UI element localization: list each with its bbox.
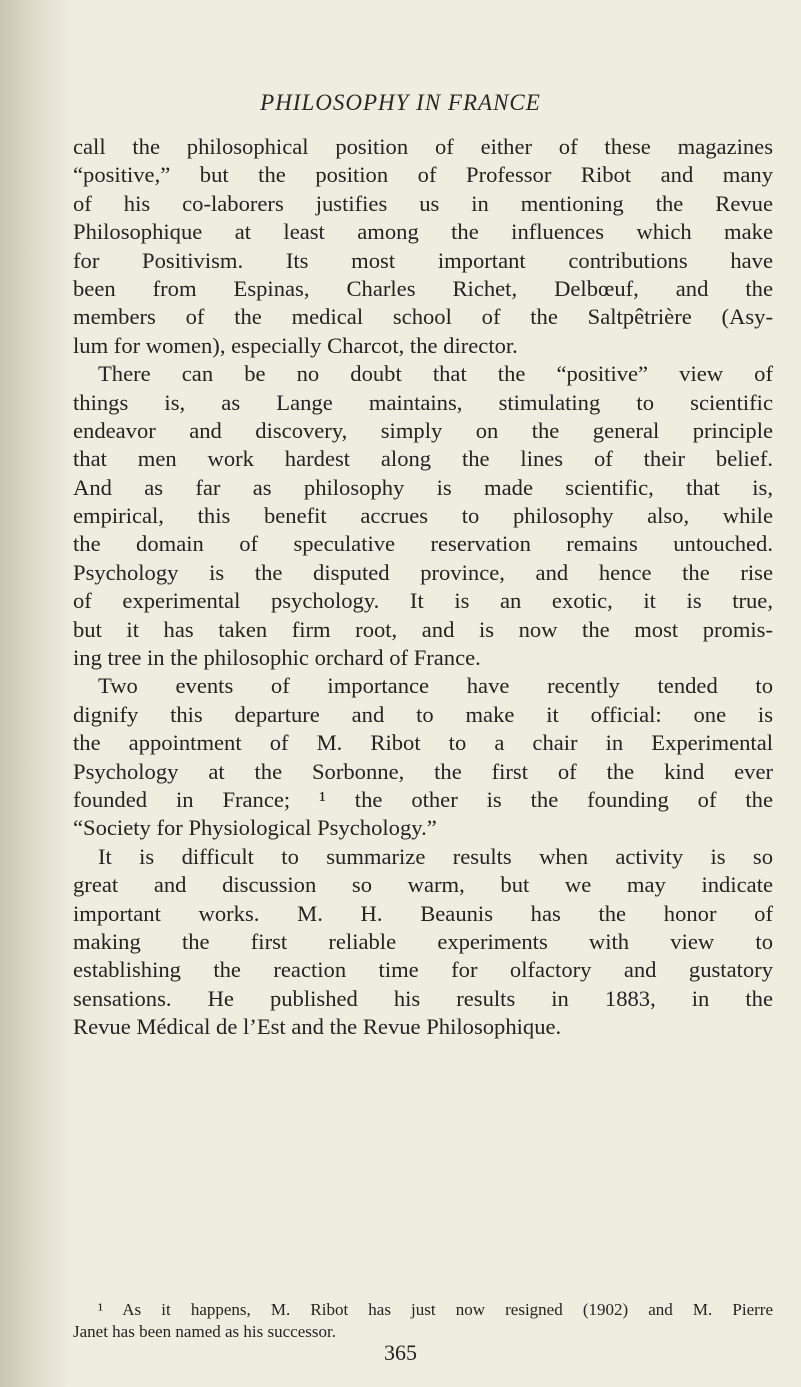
text-line: establishing the reaction time for olfactory and gustatory [73, 957, 773, 983]
text-line: things is, as Lange maintains, stimulating to scientific [73, 389, 773, 415]
footnote-line: Janet has been named as his successor. [73, 1322, 336, 1341]
body-text [73, 133, 773, 1042]
text-line: for Positivism. Its most important contributions have [73, 247, 773, 273]
text-line: making the first reliable experiments with view to [73, 928, 773, 954]
text-line: that men work hardest along the lines of their belief. [73, 446, 773, 472]
text-line: dignify this departure and to make it official: one is [73, 701, 773, 727]
text-line: ing tree in the philosophic orchard of France. [73, 645, 481, 671]
text-line: of his co-laborers justifies us in mentioning the Revue [73, 190, 773, 216]
text-line: endeavor and discovery, simply on the general principle [73, 417, 773, 443]
text-line: empirical, this benefit accrues to philosophy also, while [73, 503, 773, 529]
text-line: the appointment of M. Ribot to a chair in Experimental [73, 730, 773, 756]
running-head: PHILOSOPHY IN FRANCE [260, 90, 541, 115]
text-line: Two events of importance have recently tended to [98, 673, 773, 699]
text-line: but it has taken firm root, and is now the most promis- [73, 616, 773, 642]
text-line: It is difficult to summarize results when activity is so [98, 843, 773, 869]
text-line: lum for women), especially Charcot, the director. [73, 332, 518, 358]
text-line: Psychology is the disputed province, and hence the rise [73, 559, 773, 585]
text-line: Revue Médical de l’Est and the Revue Philosophique. [73, 1014, 562, 1040]
text-line: And as far as philosophy is made scientific, that is, [73, 474, 773, 500]
text-line: “Society for Physiological Psychology.” [73, 815, 437, 841]
footnote [73, 1299, 773, 1343]
text-line: great and discussion so warm, but we may indicate [73, 872, 773, 898]
footnote-line: ¹ As it happens, M. Ribot has just now resigned (1902) and M. Pierre [98, 1300, 773, 1319]
text-line: important works. M. H. Beaunis has the honor of [73, 900, 773, 926]
text-line: There can be no doubt that the “positive” view of [98, 361, 773, 387]
text-line: of experimental psychology. It is an exotic, it is true, [73, 588, 773, 614]
text-line: Philosophique at least among the influences which make [73, 219, 773, 245]
text-line: been from Espinas, Charles Richet, Delbœuf, and the [73, 275, 773, 301]
text-line: call the philosophical position of either of these magazines [73, 134, 773, 159]
text-line: founded in France; ¹ the other is the founding of the [73, 786, 773, 812]
text-line: Psychology at the Sorbonne, the first of the kind ever [73, 758, 773, 784]
text-line: sensations. He published his results in 1883, in the [73, 985, 773, 1011]
text-line: members of the medical school of the Saltpêtrière (Asy- [73, 304, 773, 330]
text-line: “positive,” but the position of Professor Ribot and many [73, 162, 773, 188]
text-line: the domain of speculative reservation remains untouched. [73, 531, 773, 557]
page-number: 365 [384, 1340, 417, 1365]
